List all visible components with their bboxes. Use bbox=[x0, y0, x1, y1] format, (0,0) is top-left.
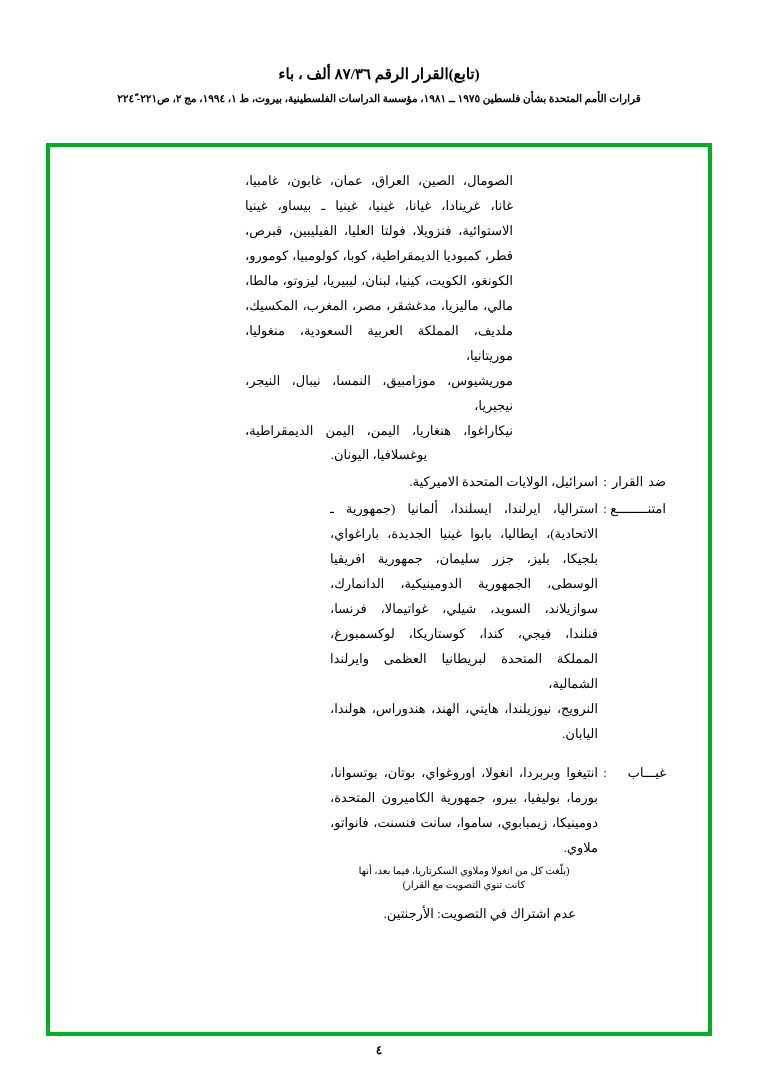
nations-line: غانا، غرينادا، غيانا، غينيا، غينيا ـ بيساو، غينيا bbox=[245, 197, 513, 213]
vote-absent-row bbox=[74, 761, 684, 861]
vote-abstained-row bbox=[74, 497, 684, 747]
nations-line: نيكاراغوا، هنغاريا، اليمن، اليمن الديمقراطية، bbox=[245, 422, 513, 438]
note-line: كانت تنوي التصويت مع القرار) bbox=[402, 880, 526, 892]
nations-line: مالي، ماليزيا، مدغشقر، مصر، المغرب، المكسيك، bbox=[245, 297, 513, 313]
vote-against-countries bbox=[330, 470, 598, 495]
page-subtitle: قرارات الأمم المتحدة بشأن فلسطين ١٩٧٥ ــ ١٩٨١، مؤسسة الدراسات الفلسطينية، بيروت، ط ١، ١٩٩٤، مج ٢، ص٢٢١- ٢٢٤ً bbox=[117, 93, 641, 105]
vote-absent-colon: : bbox=[603, 764, 607, 780]
nations-line: موريشيوس، موزامبيق، النمسا، نيبال، النيجر، نيجيريا، bbox=[245, 372, 513, 413]
vote-against-label: ضد القرار bbox=[612, 474, 666, 490]
nations-line: ملديف، المملكة العربية السعودية، منغوليا، موريتانيا، bbox=[245, 322, 513, 363]
document-body bbox=[74, 169, 684, 927]
vote-against-colon: : bbox=[603, 474, 607, 490]
secretariat-note bbox=[330, 865, 598, 894]
nations-line: الاستوائية، فنزويلا، فولتا العليا، الفيليبين، قبرص، bbox=[245, 222, 513, 238]
page-title: (تابع)القرار الرقم ٨٧/٣٦ ألف ، باء bbox=[278, 67, 480, 83]
green-content-frame bbox=[46, 143, 712, 1036]
nations-line: الصومال، الصين، العراق، عمان، غابون، غامبيا، bbox=[245, 173, 513, 188]
document-header bbox=[0, 0, 758, 106]
vote-line: اسرائيل، الولايات المتحدة الاميركية. bbox=[409, 474, 598, 490]
vote-line: النرويج، نيوزيلندا، هايتي، الهند، هندوراس، هولندا، bbox=[330, 701, 598, 717]
vote-line: ملاوي. bbox=[563, 839, 598, 855]
vote-against-row bbox=[74, 470, 684, 495]
vote-line: اليابان. bbox=[562, 725, 598, 741]
vote-line: فنلندا، فيجي، كندا، كوستاريكا، لوكسمبورغ، bbox=[330, 626, 598, 642]
vote-line: الاتحادية)، ايطاليا، بابوا غينيا الجديدة، باراغواي، bbox=[330, 526, 598, 542]
vote-line: انتيغوا وبربردا، انغولا، اوروغواي، بوتان، بوتسوانا، bbox=[330, 764, 598, 780]
vote-abstained-colon: : bbox=[603, 501, 607, 517]
vote-absent-label: غيـــاب bbox=[627, 764, 666, 780]
vote-line: بورما، بوليفيا، بيرو، جمهورية الكاميرون المتحدة، bbox=[330, 789, 598, 805]
note-line: (بلّغت كل من انغولا وملاوي السكرتاريا، فيما بعد، أنها bbox=[358, 865, 570, 877]
vote-abstained-label: امتنــــــــع bbox=[610, 501, 666, 517]
nations-list bbox=[245, 169, 513, 468]
vote-line: المملكة المتحدة لبريطانيا العظمى وايرلندا الشمالية، bbox=[330, 651, 598, 692]
vote-line: بلجيكا، بليز، جزر سليمان، جمهورية افريقيا bbox=[330, 551, 598, 567]
vote-line: دومينيكا، زيمبابوي، ساموا، سانت فنسنت، فانواتو، bbox=[330, 814, 598, 830]
vote-line: استراليا، ايرلندا، ايسلندا، ألمانيا (جمهورية ـ bbox=[330, 501, 598, 517]
page-number: ٤ bbox=[375, 1043, 383, 1057]
vote-absent-countries bbox=[330, 761, 598, 861]
vote-line: الوسطى، الجمهورية الدومينيكية، الدانمارك، bbox=[330, 576, 598, 592]
nations-line: قطر، كمبوديا الديمقراطية، كوبا، كولومبيا، كومورو، bbox=[245, 247, 513, 263]
nations-line: الكونغو، الكويت، كينيا، لبنان، ليبيريا، ليزوتو، مالطا، bbox=[245, 272, 513, 288]
vote-line: سوازيلاند، السويد، شيلي، غواتيمالا، فرنسا، bbox=[330, 601, 598, 617]
no-participation-line: عدم اشتراك في التصويت: الأرجنتين. bbox=[383, 905, 576, 921]
vote-abstained-countries bbox=[330, 497, 598, 747]
nations-line: يوغسلافيا، اليونان. bbox=[330, 447, 428, 463]
